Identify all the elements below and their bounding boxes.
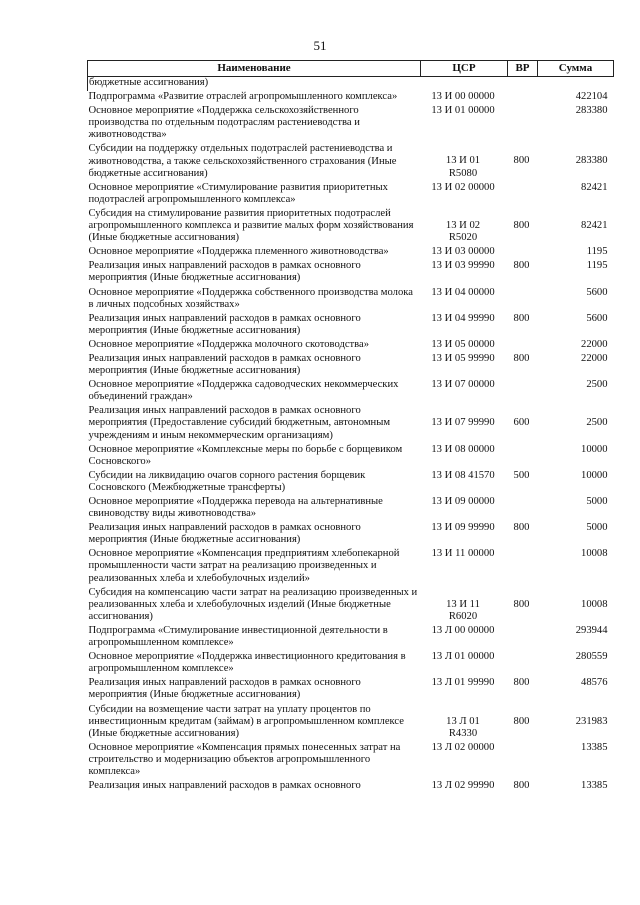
row-sum: 280559 bbox=[575, 651, 608, 663]
row-name: Субсидии на возмещение части затрат на уплату процентов по инвестиционным кредитам (займам) в агропромышленном комплексе (Иные бюджетные ассигнования) bbox=[88, 703, 404, 739]
row-name: Основное мероприятие «Поддержка собственного производства молока в личных подсобных хозяйствах» bbox=[88, 286, 413, 310]
row-sum: 2500 bbox=[586, 417, 608, 429]
row-name: Основное мероприятие «Компенсация прямых понесенных затрат на строительство и модернизацию объектов агропромышленного комплекса» bbox=[88, 741, 401, 777]
row-csr: 13 Л 02 00000 bbox=[431, 741, 495, 753]
row-sum: 82421 bbox=[581, 181, 608, 193]
row-csr: 13 И 05 00000 bbox=[431, 338, 495, 350]
table-row bbox=[88, 379, 614, 405]
row-sum: 22000 bbox=[581, 352, 608, 364]
row-sum: 2500 bbox=[586, 379, 608, 391]
row-sum: 5600 bbox=[586, 312, 608, 324]
table-row bbox=[88, 548, 614, 586]
table-row bbox=[88, 208, 614, 246]
row-name: Основное мероприятие «Поддержка садоводческих некоммерческих объединений граждан» bbox=[88, 379, 399, 403]
row-vr: 800 bbox=[513, 352, 530, 364]
row-vr bbox=[508, 287, 538, 313]
table-row bbox=[88, 105, 614, 143]
table-row bbox=[88, 353, 614, 379]
row-name: бюджетные ассигнования) bbox=[88, 77, 421, 92]
table-header-row bbox=[88, 61, 614, 77]
table-body bbox=[88, 77, 614, 795]
row-sum: 1195 bbox=[586, 260, 608, 272]
row-vr: 600 bbox=[513, 417, 530, 429]
row-sum: 22000 bbox=[581, 338, 608, 350]
row-vr: 800 bbox=[513, 598, 530, 610]
row-vr bbox=[508, 548, 538, 586]
row-csr: 13 И 03 99990 bbox=[431, 260, 495, 272]
row-vr: 800 bbox=[513, 780, 530, 792]
table-row bbox=[88, 704, 614, 742]
row-vr bbox=[508, 105, 538, 143]
row-csr: 13 И 11 R6020 bbox=[446, 598, 480, 622]
row-csr: 13 И 09 00000 bbox=[431, 496, 495, 507]
row-sum: 293944 bbox=[575, 624, 608, 636]
table-row bbox=[88, 182, 614, 208]
row-sum: 10000 bbox=[581, 443, 608, 455]
row-sum: 10008 bbox=[581, 548, 608, 560]
table-row bbox=[88, 287, 614, 313]
row-sum: 82421 bbox=[581, 219, 608, 231]
header-vr: ВР bbox=[508, 61, 538, 77]
row-vr bbox=[508, 182, 538, 208]
table-row bbox=[88, 77, 614, 92]
table-row bbox=[88, 246, 614, 260]
row-sum bbox=[538, 77, 614, 92]
row-csr: 13 И 02 R5020 bbox=[445, 219, 481, 244]
row-csr: 13 И 07 00000 bbox=[431, 379, 495, 391]
row-vr: 800 bbox=[513, 260, 530, 272]
row-vr bbox=[508, 496, 538, 522]
row-csr: 13 И 01 R5080 bbox=[445, 155, 481, 179]
budget-table-container bbox=[87, 60, 613, 794]
table-row bbox=[88, 339, 614, 353]
table-row bbox=[88, 522, 614, 548]
row-csr: 13 И 11 00000 bbox=[431, 548, 495, 560]
row-vr bbox=[508, 742, 538, 780]
row-csr: 13 Л 02 99990 bbox=[431, 780, 495, 792]
row-vr: 800 bbox=[513, 219, 530, 231]
row-name: Субсидия на компенсацию части затрат на реализацию произведенных и реализованных хлеба и хлебобулочных изделий (Иные бюджетные ассигнования) bbox=[88, 586, 418, 622]
table-row bbox=[88, 742, 614, 780]
row-csr: 13 Л 01 R4330 bbox=[446, 715, 480, 739]
row-name: Основное мероприятие «Поддержка молочного скотоводства» bbox=[88, 338, 370, 350]
row-sum: 10008 bbox=[581, 598, 608, 610]
row-csr: 13 Л 00 00000 bbox=[431, 624, 495, 636]
row-sum: 5000 bbox=[586, 496, 608, 507]
table-row bbox=[88, 587, 614, 625]
row-vr bbox=[508, 651, 538, 677]
budget-table bbox=[87, 60, 614, 794]
header-csr: ЦСР bbox=[421, 61, 508, 77]
row-csr: 13 Л 01 00000 bbox=[431, 651, 495, 663]
row-name: Основное мероприятие «Поддержка сельскохозяйственного производства по отдельным подотраслям растениеводства и животноводства» bbox=[88, 105, 360, 141]
row-csr: 13 И 09 99990 bbox=[431, 522, 495, 534]
row-sum: 283380 bbox=[575, 155, 608, 167]
row-name: Основное мероприятие «Поддержка инвестиционного кредитования в агропромышленном комплексе» bbox=[88, 651, 406, 675]
row-sum: 48576 bbox=[581, 677, 608, 689]
table-row bbox=[88, 405, 614, 443]
header-sum: Сумма bbox=[538, 61, 614, 77]
row-csr: 13 И 08 41570 bbox=[431, 469, 495, 481]
table-row bbox=[88, 313, 614, 339]
row-csr: 13 Л 01 99990 bbox=[431, 677, 495, 689]
row-csr: 13 И 02 00000 bbox=[431, 181, 495, 193]
row-vr bbox=[508, 625, 538, 651]
row-name: Реализация иных направлений расходов в рамках основного мероприятия (Иные бюджетные ассигнования) bbox=[88, 677, 361, 701]
table-row bbox=[88, 91, 614, 105]
table-row bbox=[88, 143, 614, 181]
row-vr bbox=[508, 246, 538, 260]
row-csr: 13 И 04 00000 bbox=[431, 286, 495, 298]
row-sum: 283380 bbox=[575, 105, 608, 117]
row-name: Реализация иных направлений расходов в рамках основного мероприятия (Иные бюджетные ассигнования) bbox=[88, 312, 361, 336]
row-vr: 500 bbox=[513, 469, 530, 481]
row-vr bbox=[508, 444, 538, 470]
row-csr bbox=[421, 77, 508, 92]
row-name: Субсидии на ликвидацию очагов сорного растения борщевик Сосновского (Межбюджетные трансферты) bbox=[88, 469, 366, 493]
row-csr: 13 И 03 00000 bbox=[431, 246, 495, 258]
page-number: 51 bbox=[313, 38, 327, 53]
header-name: Наименование bbox=[88, 61, 421, 77]
row-csr: 13 И 01 00000 bbox=[431, 105, 495, 117]
row-vr: 800 bbox=[513, 155, 530, 167]
table-row bbox=[88, 470, 614, 496]
row-name: Основное мероприятие «Комплексные меры по борьбе с борщевиком Сосновского» bbox=[88, 443, 403, 467]
table-row bbox=[88, 625, 614, 651]
row-csr: 13 И 00 00000 bbox=[431, 91, 495, 103]
row-name: Основное мероприятие «Поддержка перевода на альтернативные свиноводству виды животноводства» bbox=[88, 496, 383, 520]
row-vr: 800 bbox=[513, 715, 530, 727]
table-row bbox=[88, 780, 614, 794]
table-row bbox=[88, 651, 614, 677]
row-sum: 5000 bbox=[586, 522, 608, 534]
row-vr: 800 bbox=[513, 312, 530, 324]
row-sum: 422104 bbox=[575, 91, 608, 103]
row-name: Субсидия на стимулирование развития приоритетных подотраслей агропромышленного комплекса и развитие малых форм хозяйствования (Иные бюджетные ассигнования) bbox=[88, 207, 414, 244]
table-row bbox=[88, 444, 614, 470]
row-name: Подпрограмма «Развитие отраслей агропромышленного комплекса» bbox=[88, 91, 398, 103]
row-sum: 231983 bbox=[575, 715, 608, 727]
row-sum: 5600 bbox=[586, 286, 608, 298]
row-csr: 13 И 08 00000 bbox=[431, 443, 495, 455]
row-sum: 13385 bbox=[581, 780, 608, 792]
row-name: Основное мероприятие «Компенсация предприятиям хлебопекарной промышленности части затрат на реализацию произведенных и реализованных хлеба и хлебобулочных изделий» bbox=[88, 548, 400, 584]
row-vr: 800 bbox=[513, 677, 530, 689]
row-csr: 13 И 07 99990 bbox=[431, 417, 495, 429]
row-sum: 13385 bbox=[581, 741, 608, 753]
row-csr: 13 И 05 99990 bbox=[431, 352, 495, 364]
row-vr bbox=[508, 379, 538, 405]
row-name: Реализация иных направлений расходов в рамках основного мероприятия (Предоставление субсидий бюджетным, автономным учреждениям и иным некоммерческим организациям) bbox=[88, 405, 391, 441]
table-row bbox=[88, 496, 614, 522]
row-name: Основное мероприятие «Стимулирование развития приоритетных подотраслей агропромышленного комплекса» bbox=[88, 181, 388, 205]
row-vr: 800 bbox=[513, 522, 530, 534]
row-sum: 10000 bbox=[581, 469, 608, 481]
row-name: Реализация иных направлений расходов в рамках основного мероприятия (Иные бюджетные ассигнования) bbox=[88, 522, 361, 546]
row-csr: 13 И 04 99990 bbox=[431, 312, 495, 324]
table-row bbox=[88, 677, 614, 703]
row-name: Реализация иных направлений расходов в рамках основного bbox=[88, 780, 361, 792]
row-name: Реализация иных направлений расходов в рамках основного мероприятия (Иные бюджетные ассигнования) bbox=[88, 352, 361, 377]
row-name: Основное мероприятие «Поддержка племенного животноводства» bbox=[88, 246, 389, 258]
row-name: Реализация иных направлений расходов в рамках основного мероприятия (Иные бюджетные ассигнования) bbox=[88, 260, 361, 284]
row-sum: 1195 bbox=[586, 246, 608, 258]
row-name: Подпрограмма «Стимулирование инвестиционной деятельности в агропромышленном комплексе» bbox=[88, 624, 388, 649]
table-row bbox=[88, 260, 614, 286]
row-vr bbox=[508, 77, 538, 92]
row-name: Субсидии на поддержку отдельных подотраслей растениеводства и животноводства, а также сельскохозяйственного страхования (Иные бюджетные ассигнования) bbox=[88, 143, 397, 179]
row-vr bbox=[508, 91, 538, 105]
row-vr bbox=[508, 339, 538, 353]
